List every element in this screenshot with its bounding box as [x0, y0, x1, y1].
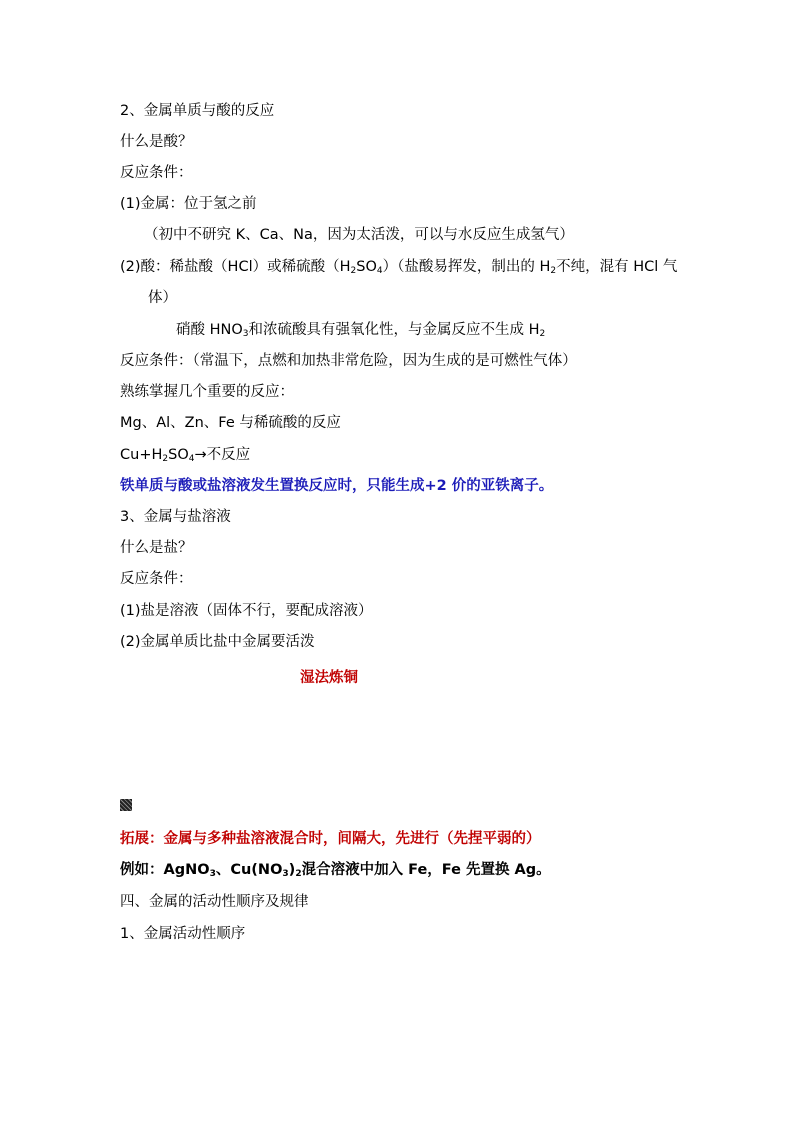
text-segment: SO: [168, 447, 189, 463]
subscript: 2: [350, 266, 357, 276]
reaction-cu-no: [120, 445, 250, 465]
note-active-metals: （初中不研究 K、Ca、Na，因为太活泼，可以与水反应生成氢气）: [144, 227, 574, 243]
heading-metal-acid: 2、金属单质与酸的反应: [120, 103, 275, 119]
condition-temperature: 反应条件：（常温下，点燃和加热非常危险，因为生成的是可燃性气体）: [120, 353, 577, 369]
text-segment: ): [288, 862, 296, 878]
label-conditions: 反应条件：: [120, 165, 193, 181]
subscript: 2: [295, 869, 302, 879]
text-segment: ）（盐酸易挥发，制出的 H: [382, 259, 551, 275]
text-segment: 例如：AgNO: [120, 862, 210, 878]
subscript: 2: [162, 454, 169, 464]
subscript: 2: [539, 329, 546, 339]
text-segment: 硝酸 HNO: [176, 322, 243, 338]
note-nitric-acid: [176, 320, 545, 340]
text-segment: SO: [356, 259, 377, 275]
small-image-icon: [120, 799, 132, 811]
condition-acid-cont: 体）: [148, 290, 177, 306]
condition-acid: [120, 257, 677, 277]
label-key-reactions: 熟练掌握几个重要的反应：: [120, 384, 294, 400]
subscript: 4: [188, 454, 195, 464]
text-segment: →不反应: [194, 447, 251, 463]
subscript: 4: [376, 266, 383, 276]
condition-activity: (2)金属单质比盐中金属要活泼: [120, 634, 315, 650]
question-acid: 什么是酸？: [120, 134, 193, 150]
subscript: 3: [209, 869, 216, 879]
heading-activity-series: 四、金属的活动性顺序及规律: [120, 894, 309, 910]
question-salt: 什么是盐？: [120, 540, 193, 556]
subscript: 2: [550, 266, 557, 276]
subscript: 3: [242, 329, 249, 339]
text-segment: 不纯，混有 HCl 气: [556, 259, 678, 275]
condition-solution: (1)盐是溶液（固体不行，要配成溶液）: [120, 603, 373, 619]
text-segment: 和浓硫酸具有强氧化性，与金属反应不生成 H: [248, 322, 540, 338]
text-segment: 、Cu(NO: [215, 862, 283, 878]
extension-note: 拓展：金属与多种盐溶液混合时，间隔大，先进行（先捏平弱的）: [120, 831, 541, 847]
text-segment: (2)酸：稀盐酸（HCl）或稀硫酸（H: [120, 259, 351, 275]
label-conditions-2: 反应条件：: [120, 571, 193, 587]
condition-metal: (1)金属：位于氢之前: [120, 196, 257, 212]
title-wet-copper: 湿法炼铜: [300, 670, 358, 686]
example-note: [120, 860, 551, 880]
note-ferrous-ion: 铁单质与酸或盐溶液发生置换反应时，只能生成+2 价的亚铁离子。: [120, 478, 554, 494]
reaction-dilute-sulfuric: Mg、Al、Zn、Fe 与稀硫酸的反应: [120, 415, 341, 431]
text-segment: Cu+H: [120, 447, 163, 463]
subheading-activity-order: 1、金属活动性顺序: [120, 926, 246, 942]
subscript: 3: [282, 869, 289, 879]
text-segment: 混合溶液中加入 Fe，Fe 先置换 Ag。: [301, 862, 551, 878]
heading-metal-salt: 3、金属与盐溶液: [120, 509, 231, 525]
